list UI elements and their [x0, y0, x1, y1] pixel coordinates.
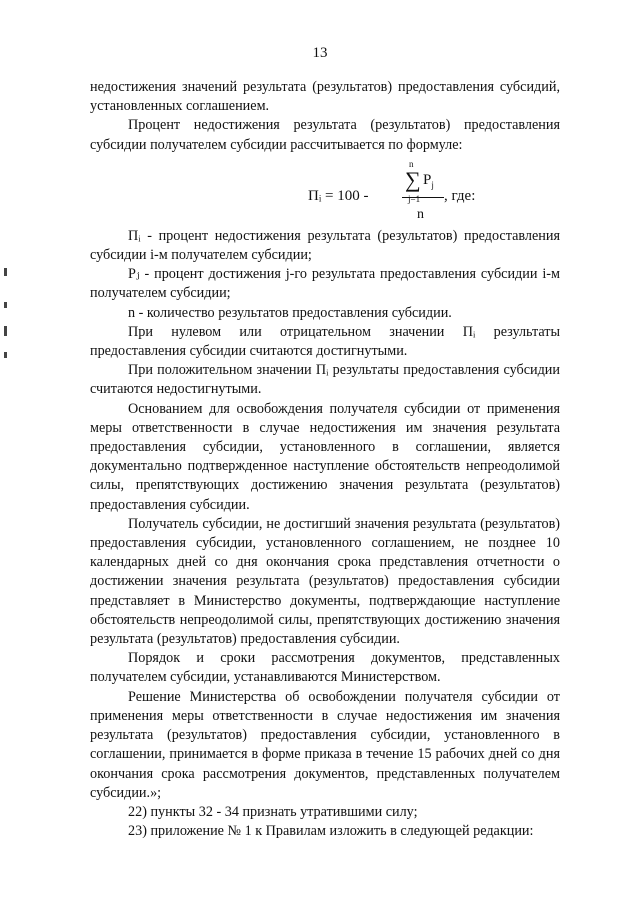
formula-suffix: , где:	[444, 187, 476, 204]
paragraph: недостижения значений результата (результатов) предоставления субсидий, установленных соглашением.	[90, 79, 560, 115]
margin-mark	[4, 326, 7, 336]
paragraph: Процент недостижения результата (результатов) предоставления субсидии получателем субсидии рассчитывается по формуле:	[90, 117, 560, 153]
sum-symbol: ∑	[405, 166, 421, 192]
paragraph: 22) пункты 32 - 34 признать утратившими силу;	[128, 803, 418, 820]
margin-mark	[4, 352, 7, 358]
sum-term-subscript: j	[431, 179, 434, 190]
sum-term-letter: P	[423, 171, 432, 188]
margin-mark	[4, 268, 7, 276]
paragraph: При нулевом или отрицательном значении Пᵢ результаты предоставления субсидии считаются достигнутыми.	[90, 323, 560, 360]
formula-denominator: n	[417, 206, 424, 222]
paragraph: При положительном значении Пᵢ результаты предоставления субсидии считаются недостигнутыми.	[90, 362, 560, 398]
margin-mark	[4, 302, 7, 308]
formula-lhs: Пᵢ = 100 -	[308, 187, 369, 204]
paragraph: n - количество результатов предоставления субсидии.	[128, 304, 452, 321]
paragraph: Порядок и сроки рассмотрения документов, представленных получателем субсидии, устанавливаются Министерством.	[90, 650, 560, 686]
sum-lower-limit: j=1	[408, 193, 421, 204]
paragraph: Основанием для освобождения получателя субсидии от применения меры ответственности в случае недостижения им значения результата предоставления субсидии, установленного в соглашении, является документально подтвержденное наступление обстоятельств непреодолимой силы, препятствующих достижению значения результата (результатов) предоставления субсидии.	[90, 400, 560, 513]
document-body	[90, 78, 560, 841]
sum-term	[423, 171, 434, 195]
fraction-line	[402, 197, 444, 198]
paragraph: Pⱼ - процент достижения j-го результата предоставления субсидии i-м получателем субсидии;	[90, 266, 560, 302]
paragraph: Пᵢ - процент недостижения результата (результатов) предоставления субсидии i-м получателем субсидии;	[90, 227, 560, 264]
page-number: 13	[312, 45, 328, 61]
paragraph: 23) приложение № 1 к Правилам изложить в следующей редакции:	[128, 823, 534, 840]
sum-upper-limit: n	[409, 158, 414, 169]
formula	[90, 155, 560, 227]
paragraph: Решение Министерства об освобождении получателя субсидии от применения меры ответственности в случае недостижения им значения результата (результатов) предоставления субсидии, установленного в соглашении, принимается в форме приказа в течение 15 рабочих дней со дня окончания срока рассмотрения документов, представленных получателем субсидии.»;	[90, 688, 560, 801]
paragraph: Получатель субсидии, не достигший значения результата (результатов) предоставления субсидии, установленного соглашением, не позднее 10 календарных дней со дня окончания срока представления отчетности о достижении значения результата (результатов) предоставления субсидии представляет в Министерство документы, подтверждающие наступление обстоятельств непреодолимой силы, препятствующих достижению значения результата (результатов) предоставления субсидии.	[90, 515, 560, 648]
